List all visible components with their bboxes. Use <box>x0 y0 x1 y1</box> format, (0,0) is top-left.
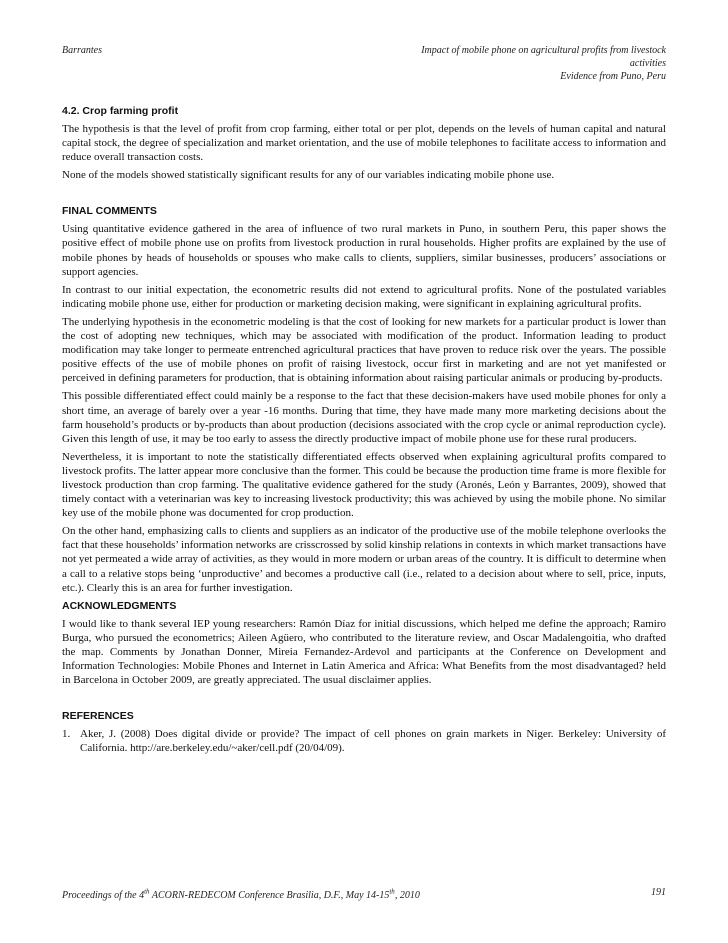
paragraph: I would like to thank several IEP young researchers: Ramón Díaz for initial discussions, which helped me define the approach; Ramiro Burga, who pursued the econometrics; Aileen Agüero, who contributed to the literature review, and Oscar Madalengoitia, who drafted the map. Comments by Jonathan Donner, Mireia Fernandez-Ardevol and participants at the Conference on Development and Information Technologies: Mobile Phones and Internet in Latin America and Africa: What Benefits from the most disadvantaged? held in Barcelona in October 2009, are greatly appreciated. The usual disclaimer applies. <box>62 617 666 687</box>
paragraph: Using quantitative evidence gathered in the area of influence of two rural markets in Puno, in southern Peru, this paper shows the positive effect of mobile phone use on profits from livestock production in rural households. Higher profits are explained by the use of mobile phones by heads of households or spouses who make calls to clients, suppliers, similar businesses, producers’ associations or support agencies. <box>62 223 666 278</box>
paragraph: The hypothesis is that the level of profit from crop farming, either total or per plot, depends on the levels of human capital and natural capital stock, the degree of specialization and market orientation, and the use of mobile telephones to facilitate access to information and reduce overall transaction costs. <box>62 123 666 164</box>
footer-text-part: , 2010 <box>394 890 420 902</box>
paragraph: The underlying hypothesis in the econometric modeling is that the cost of looking for new markets for a particular product is lower than the cost of adopting new techniques, which may be associated with modification of the product. Information leading to product modification may take longer to permeate entrenched agricultural practices that have proven to reduce risk over the years. The possible positive effects of the use of mobile phones on profit of raising livestock, occur first in marketing and are not yet manifested or perceived in defining parameters for production, that is obtaining information about raising particular animals or producing by-products. <box>62 315 666 385</box>
paragraph: On the other hand, emphasizing calls to clients and suppliers as an indicator of the productive use of the mobile telephone overlooks the fact that these households’ information networks are crisscrossed by solid kinship relations in contexts in which market transactions have not yet permeated a wide array of activities, as they would in more modern or urban areas of the country. It is difficult to determine when a call to a relative stops being ‘unproductive’ and becomes a productive call (i.e., related to a decision about where to sell, price, inputs, etc.). Clearly this is an area for further investigation. <box>62 525 666 594</box>
reference-number: 1. <box>62 728 71 741</box>
section-title-crop-farming-profit: 4.2. Crop farming profit <box>62 105 179 117</box>
page-number: 191 <box>651 887 666 898</box>
paragraph: This possible differentiated effect could mainly be a response to the fact that these decision-makers have used mobile phones for only a short time, an average of barely over a year -16 months. During that time, they have made many more marketing decisions about the farm household’s products or by-products than about production (decisions associated with the crop cycle or animal reproduction cycle). Given this length of use, it may be too early to assess the directly productive impact of mobile phone use for these rural producers. <box>62 390 666 445</box>
footer-citation <box>62 890 420 901</box>
footer-superscript: th <box>389 888 395 896</box>
paragraph: None of the models showed statistically significant results for any of our variables indicating mobile phone use. <box>62 169 555 182</box>
footer-superscript: th <box>144 888 150 896</box>
reference-list <box>62 727 666 755</box>
section-title-acknowledgments: ACKNOWLEDGMENTS <box>62 599 177 612</box>
main-content <box>62 104 666 755</box>
footer-text-part: Proceedings of the 4 <box>62 890 145 902</box>
reference-item <box>62 727 666 755</box>
footer-text-part: ACORN-REDECOM Conference Brasilia, D.F., May 14-15 <box>149 890 390 902</box>
reference-text: Aker, J. (2008) Does digital divide or provide? The impact of cell phones on grain markets in Niger. Berkeley: University of California. http://are.berkeley.edu/~aker/cell.pdf (20/04/09). <box>80 728 666 755</box>
running-header-line-2: activities <box>629 58 666 69</box>
running-header-line-3: Evidence from Puno, Peru <box>560 71 666 82</box>
running-header-title <box>366 44 666 83</box>
running-header-author: Barrantes <box>62 45 102 56</box>
running-header-line-1: Impact of mobile phone on agricultural profits from livestock <box>421 45 666 56</box>
section-title-final-comments: FINAL COMMENTS <box>62 205 157 218</box>
section-title-references: REFERENCES <box>62 710 134 723</box>
paragraph: In contrast to our initial expectation, the econometric results did not extend to agricultural profits. None of the postulated variables indicating mobile phone use, either for production or marketing decision making, were significant in explaining agricultural profits. <box>62 283 666 310</box>
page-footer <box>62 886 666 902</box>
paragraph: Nevertheless, it is important to note the statistically differentiated effects observed when explaining agricultural profits compared to livestock profits. The latter appear more conclusive than the former. This could be because the production time frame is more flexible for livestock production than crop farming. The qualitative evidence gathered for the study (Aronés, León y Barrantes, 2009), showed that timely contact with a veterinarian was key to increasing livestock productivity; this was achieved by using the mobile phone. No similar key use of the mobile phone was documented for crop production. <box>62 450 666 520</box>
